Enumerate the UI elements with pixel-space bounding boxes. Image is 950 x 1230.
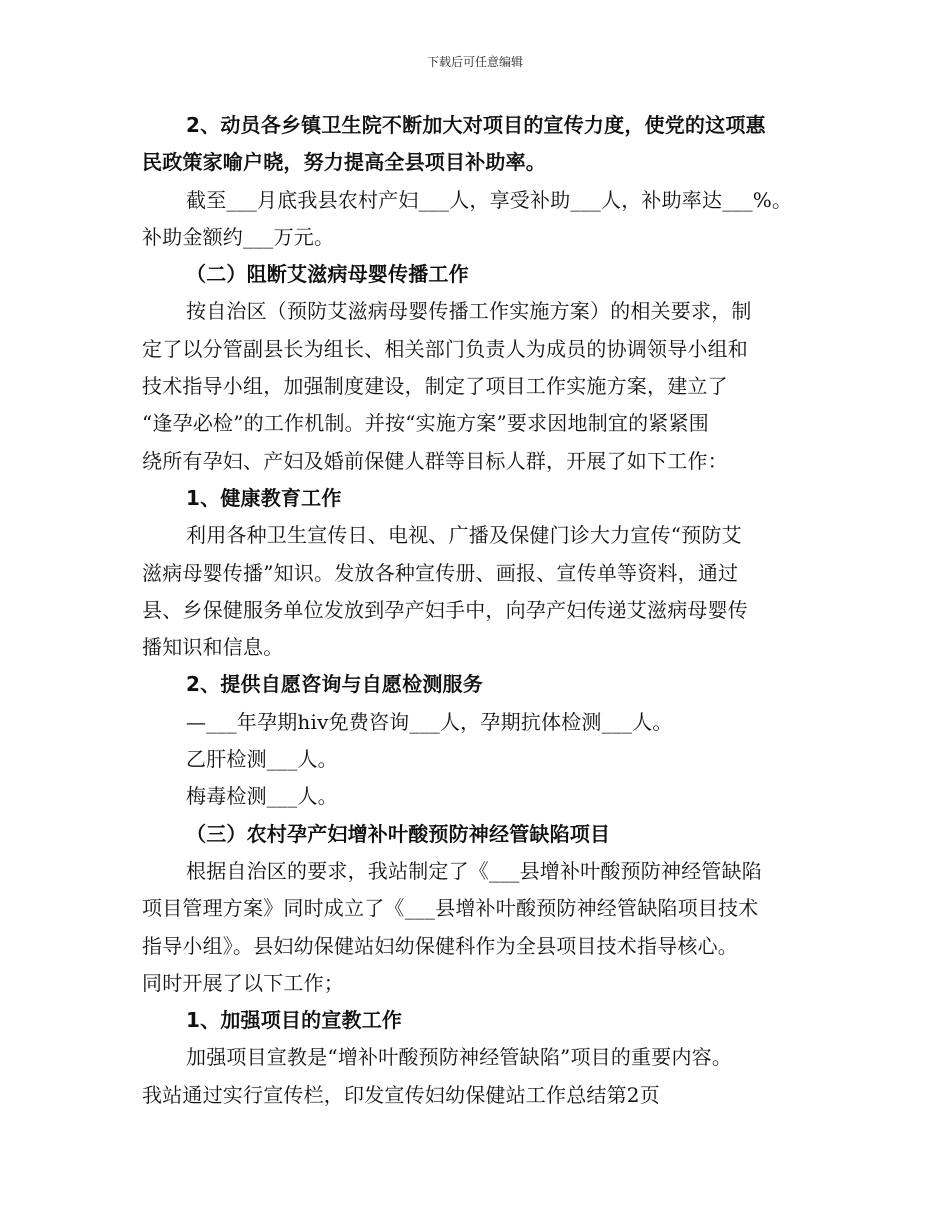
paragraph-line: 根据自治区的要求，我站制定了《___县增补叶酸预防神经管缺陷	[186, 858, 762, 883]
paragraph-line: “逢孕必检”的工作机制。并按“实施方案”要求因地制宜的紧紧围	[142, 411, 709, 436]
paragraph-line: 县、乡保健服务单位发放到孕产妇手中，向孕产妇传递艾滋病母婴传	[142, 597, 748, 622]
paragraph-line: 同时开展了以下工作；	[142, 970, 344, 995]
paragraph-line: 滋病母婴传播”知识。发放各种宣传册、画报、宣传单等资料，通过	[142, 560, 739, 585]
paragraph-line: 绕所有孕妇、产妇及婚前保健人群等目标人群，开展了如下工作：	[142, 448, 728, 473]
paragraph-line: 播知识和信息。	[142, 635, 284, 660]
paragraph-line: 利用各种卫生宣传日、电视、广播及保健门诊大力宣传“预防艾	[186, 523, 742, 548]
section-heading: （二）阻断艾滋病母婴传播工作	[186, 262, 469, 287]
document-body	[142, 107, 812, 1114]
paragraph-line: 2、动员各乡镇卫生院不断加大对项目的宣传力度，使党的这项惠	[186, 113, 766, 137]
subsection-heading: 1、健康教育工作	[186, 485, 342, 510]
paragraph-line: 指导小组》。县妇幼保健站妇幼保健科作为全县项目技术指导核心。	[142, 933, 738, 958]
paragraph-line: 按自治区（预防艾滋病母婴传播工作实施方案）的相关要求，制	[186, 299, 752, 324]
paragraph-line: 补助金额约___万元。	[142, 224, 335, 249]
paragraph-line: 加强项目宣教是“增补叶酸预防神经管缺陷”项目的重要内容。	[186, 1045, 733, 1070]
paragraph-line: —___年孕期hiv免费咨询___人，孕期抗体检测___人。	[186, 709, 673, 734]
paragraph-line: 乙肝检测___人。	[186, 747, 338, 772]
paragraph-line: 我站通过实行宣传栏，印发宣传妇幼保健站工作总结第2页	[142, 1082, 660, 1107]
paragraph-line: 截至___月底我县农村产妇___人，享受补助___人，补助率达___%。	[186, 187, 793, 212]
paragraph-line: 定了以分管副县长为组长、相关部门负责人为成员的协调领导小组和	[142, 336, 748, 361]
paragraph-line: 梅毒检测___人。	[186, 784, 338, 809]
paragraph-line: 民政策家喻户晓，努力提高全县项目补助率。	[142, 150, 546, 175]
paragraph-line: 技术指导小组，加强制度建设，制定了项目工作实施方案，建立了	[142, 374, 728, 399]
subsection-heading: 2、提供自愿咨询与自愿检测服务	[186, 672, 483, 697]
section-heading: （三）农村孕产妇增补叶酸预防神经管缺陷项目	[186, 821, 611, 846]
subsection-heading: 1、加强项目的宣教工作	[186, 1008, 403, 1033]
header-note: 下载后可任意编辑	[426, 55, 523, 69]
paragraph-line: 项目管理方案》同时成立了《___县增补叶酸预防神经管缺陷项目技术	[142, 896, 759, 921]
